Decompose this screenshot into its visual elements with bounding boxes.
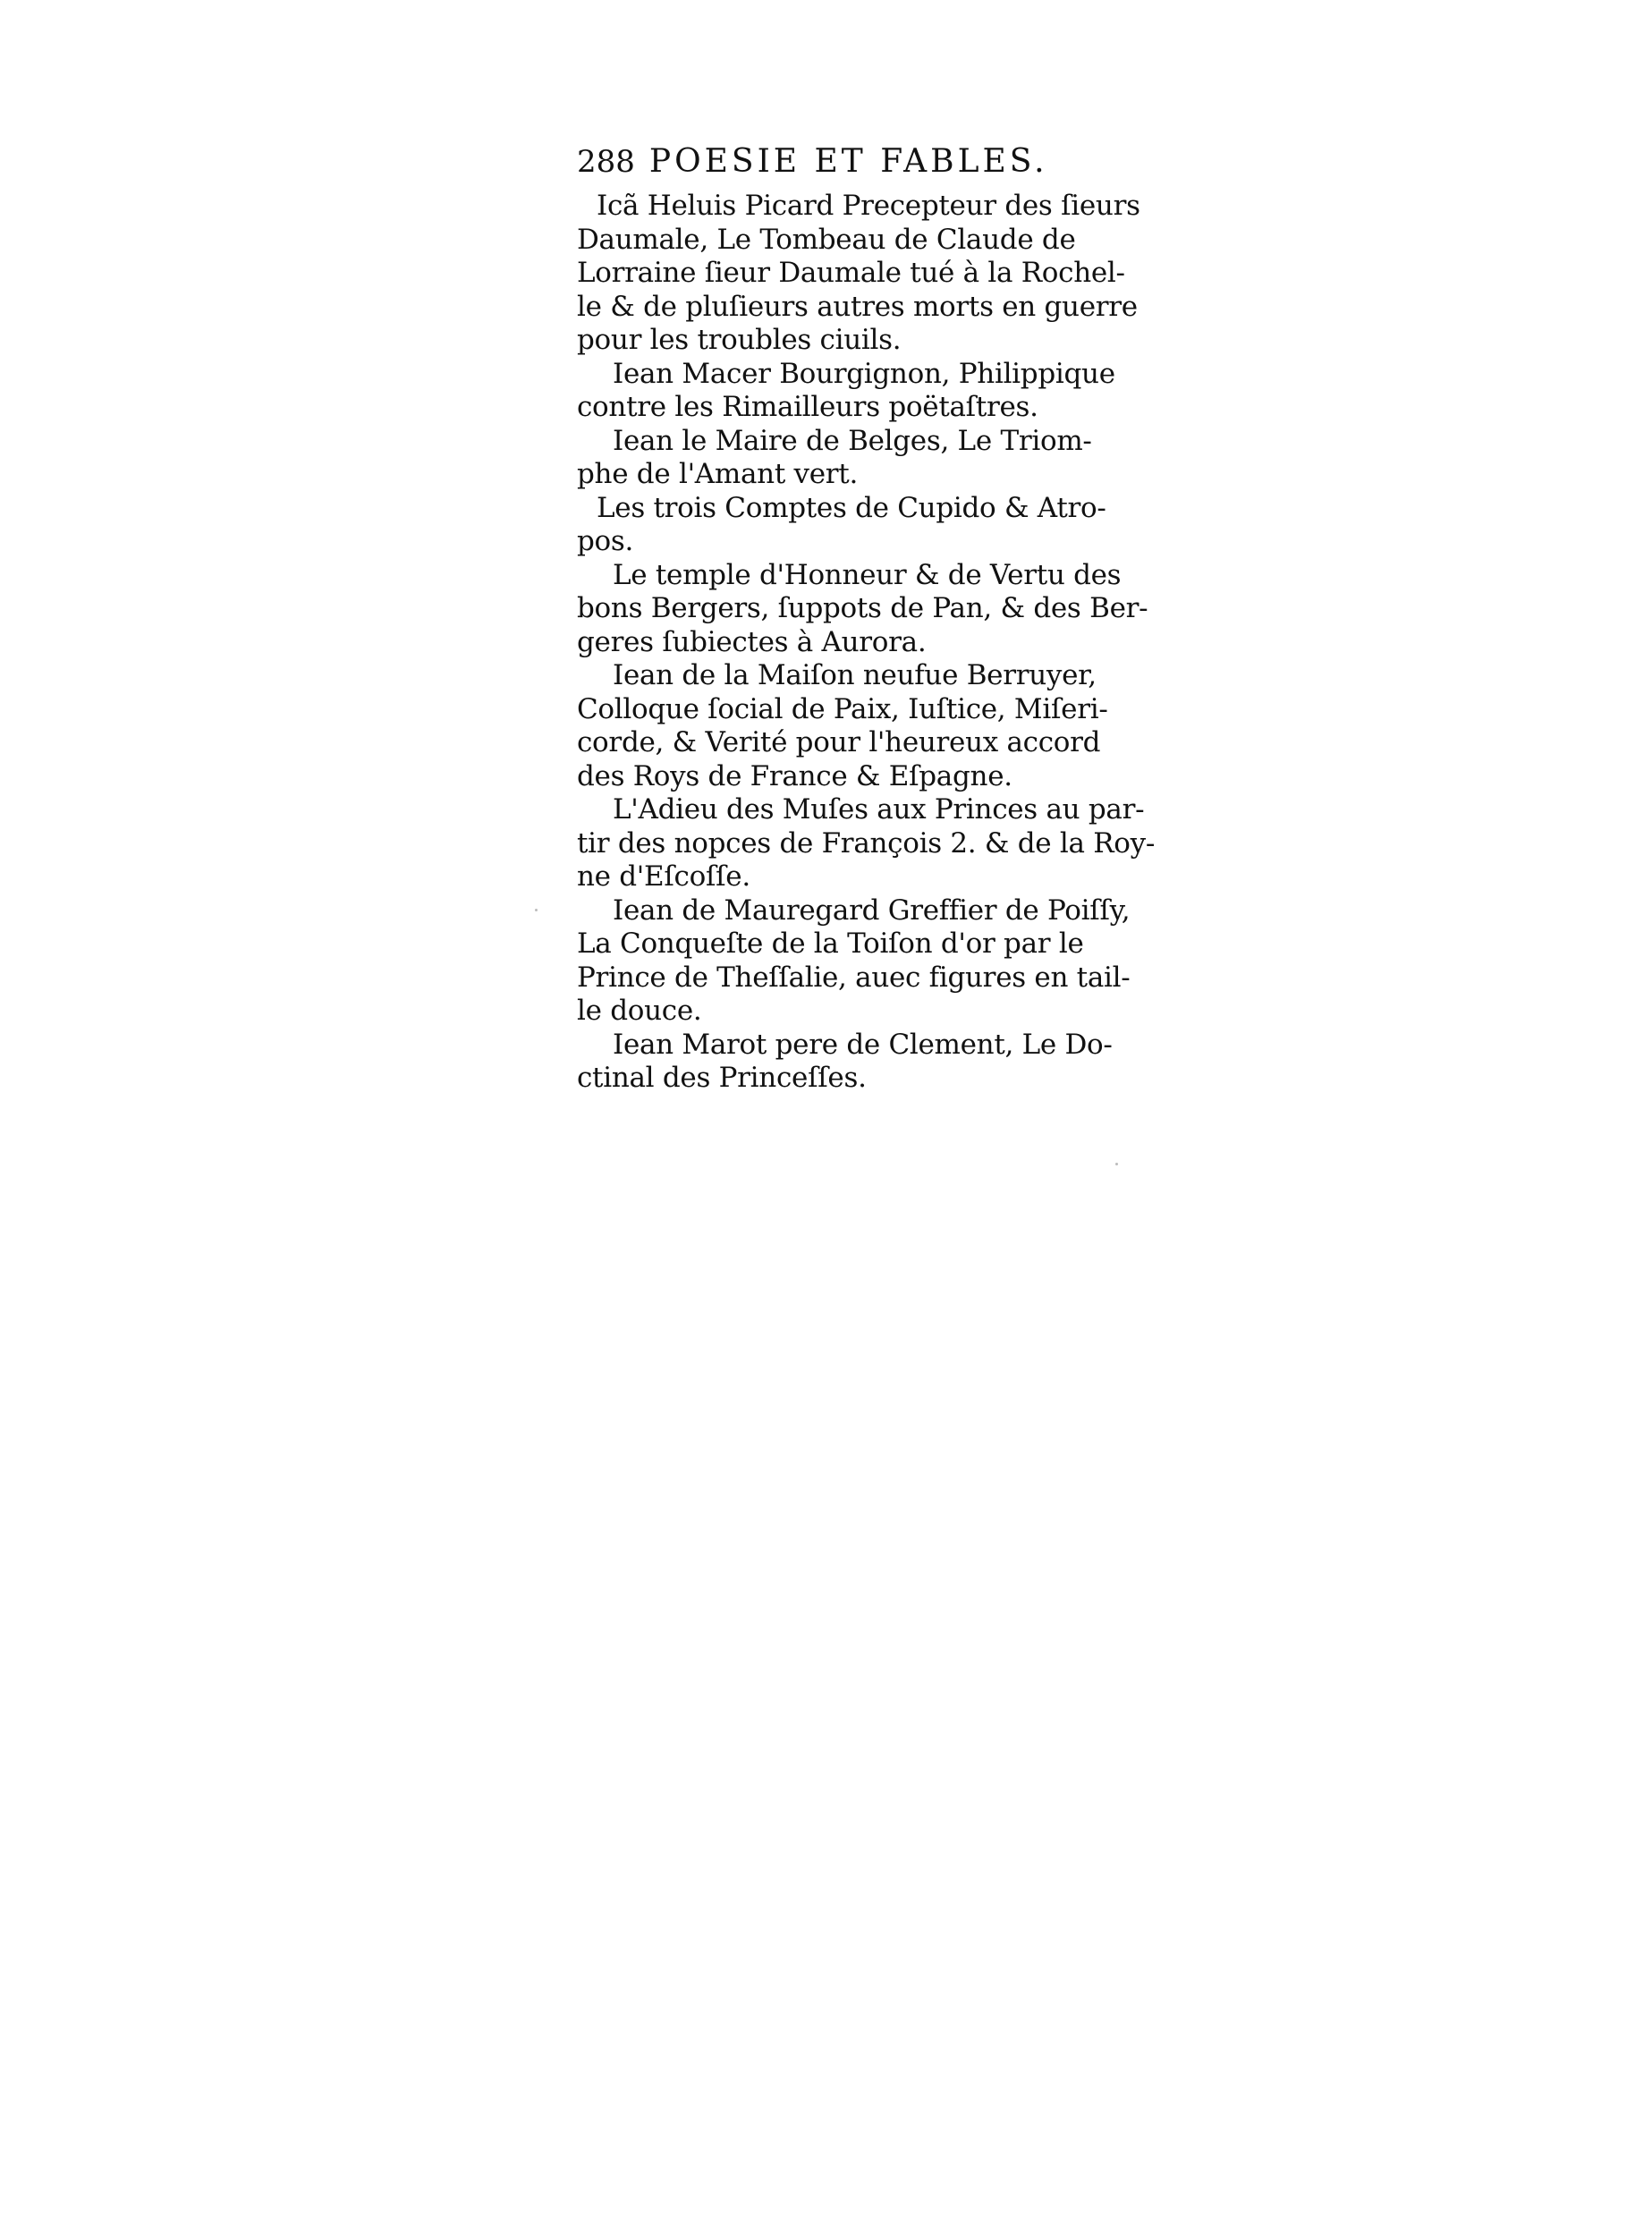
bibliography-entry [577, 659, 1114, 793]
entry-line: pour les troubles ciuils. [577, 324, 902, 356]
entry-line: des Roys de France & Eſpagne. [577, 759, 1012, 792]
entry-line: Iean Marot pere de Clement, Le Do- [613, 1028, 1113, 1061]
entry-line: Iean le Maire de Belges, Le Triom- [613, 424, 1092, 457]
entry-line: Iean de Mauregard Greffier de Poiſſy, [613, 894, 1131, 927]
entry-line: Le temple d'Honneur & de Vertu des [613, 558, 1122, 591]
running-head [577, 143, 1114, 188]
bibliography-entry [577, 793, 1156, 894]
entry-line: Lorraine ſieur Daumale tué à la Rochel- [577, 257, 1125, 289]
entry-line: phe de l'Amant vert. [577, 458, 859, 490]
entry-line: Iean Macer Bourgignon, Philippique [613, 357, 1115, 390]
bibliography-entry [577, 558, 1148, 660]
entry-line: tir des nopces de François 2. & de la Roy- [577, 826, 1156, 860]
entry-line: le douce. [577, 995, 702, 1027]
entry-line: le & de pluſieurs autres morts en guerre [577, 290, 1138, 323]
text-block [577, 143, 1156, 1096]
entry-line: ne d'Eſcoſſe. [577, 860, 750, 893]
bibliography-entry [577, 1029, 1114, 1096]
paper-speck [535, 909, 538, 911]
entry-line: Iean de la Maiſon neufue Berruyer, [613, 659, 1097, 691]
entry-line: contre les Rimailleurs poëtaſtres. [577, 391, 1038, 423]
entry-line: Icã Heluis Picard Precepteur des ſieurs [597, 190, 1140, 222]
bibliography-entry [577, 894, 1131, 1029]
entry-line: Les trois Comptes de Cupido & Atro- [597, 491, 1106, 524]
entry-line: bons Bergers, ſuppots de Pan, & des Ber- [577, 592, 1148, 624]
entry-line: geres ſubiectes à Aurora. [577, 625, 927, 658]
entry-line: Prince de Theſſalie, auec figures en tail- [577, 961, 1131, 994]
bibliography-entry [577, 358, 1114, 425]
bibliography-entry [577, 492, 1114, 559]
entry-line: pos. [577, 525, 634, 557]
bibliography-entry [577, 190, 1140, 358]
page-number: 288 [577, 144, 635, 180]
entry-line: Daumale, Le Tombeau de Claude de [577, 223, 1076, 256]
entry-line: Colloque ſocial de Paix, Iuſtice, Miſeri- [577, 692, 1108, 725]
bibliography-entry [577, 425, 1114, 492]
entry-line: L'Adieu des Muſes aux Princes au par- [613, 793, 1145, 826]
entry-line: corde, & Verité pour l'heureux accord [577, 726, 1101, 758]
running-head-title: POESIE ET FABLES. [648, 143, 1048, 180]
entry-line: La Conqueſte de la Toiſon d'or par le [577, 927, 1084, 960]
entry-line: ctinal des Princeſſes. [577, 1062, 867, 1094]
paper-speck [1115, 1163, 1118, 1165]
